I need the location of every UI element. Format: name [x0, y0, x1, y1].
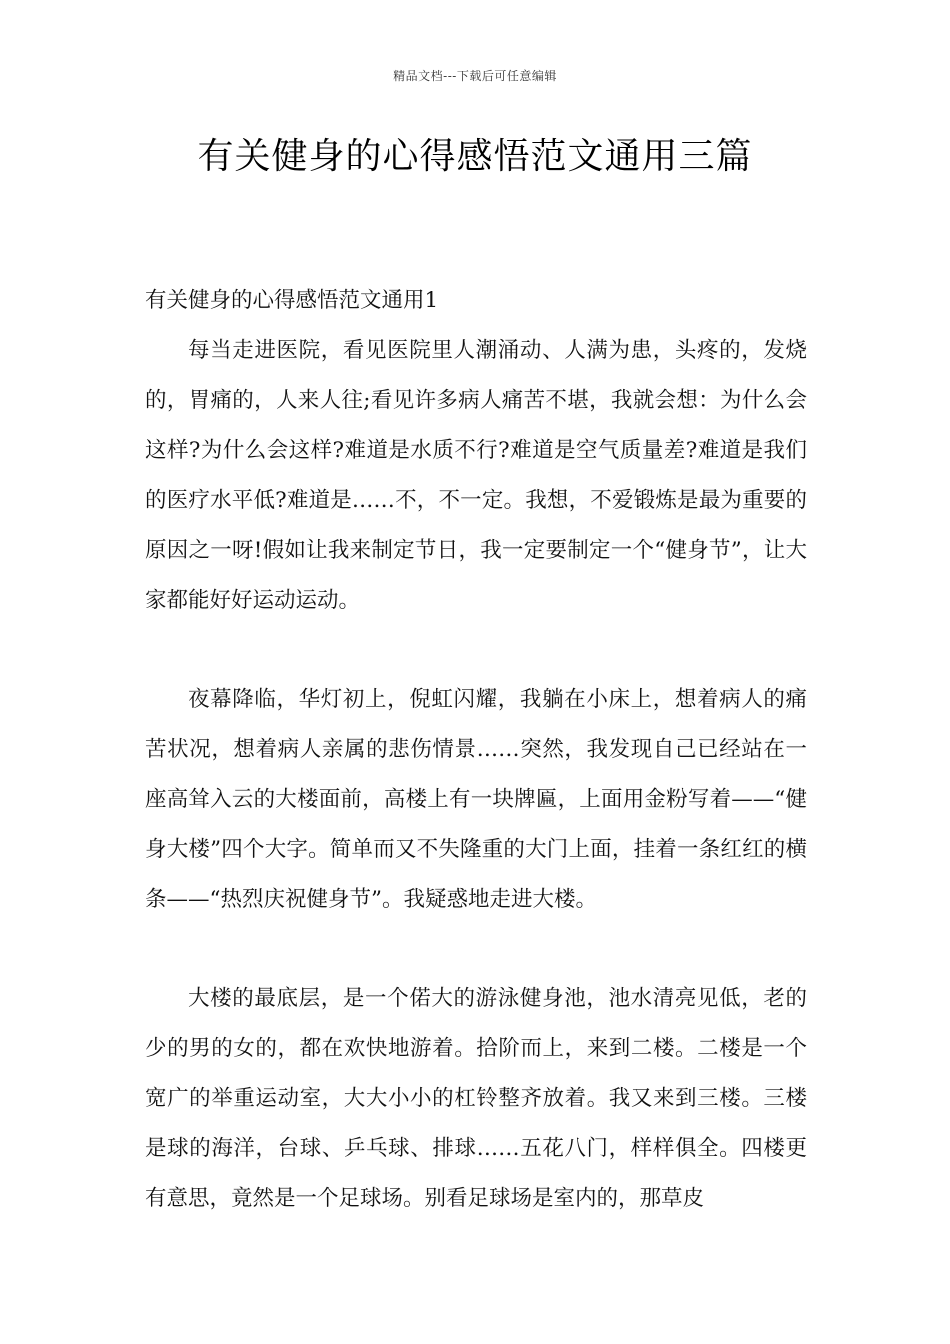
paragraph-text: 夜幕降临，华灯初上，倪虹闪耀，我躺在小床上，想着病人的痛苦状况，想着病人亲属的悲伤情景……突然，我发现自己已经站在一座高耸入云的大楼面前，高楼上有一块牌匾，上面用金粉写着——“健身大楼”四个大字。简单而又不失隆重的大门上面，挂着一条红红的横条——“热烈庆祝健身节”。我疑惑地走进大楼。 [145, 687, 807, 912]
paragraph-2 [145, 675, 807, 925]
page-title: 有关健身的心得感悟范文通用三篇 [197, 136, 753, 177]
header-note: 精品文档---下载后可任意编辑 [393, 69, 557, 83]
paragraph-text: 大楼的最底层，是一个偌大的游泳健身池，池水清亮见低，老的少的男的女的，都在欢快地游着。拾阶而上，来到二楼。二楼是一个宽广的举重运动室，大大小小的杠铃整齐放着。我又来到三楼。三楼是球的海洋，台球、乒乓球、排球……五花八门，样样俱全。四楼更有意思，竟然是一个足球场。别看足球场是室内的，那草皮 [145, 986, 807, 1211]
paragraph-3 [145, 974, 807, 1224]
paragraph-text: 每当走进医院，看见医院里人潮涌动、人满为患，头疼的，发烧的，胃痛的，人来人往;看见许多病人痛苦不堪，我就会想：为什么会这样?为什么会这样?难道是水质不行?难道是空气质量差?难道是我们的医疗水平低?难道是……不，不一定。我想，不爱锻炼是最为重要的原因之一呀!假如让我来制定节日，我一定要制定一个“健身节”，让大家都能好好运动运动。 [145, 338, 807, 613]
paragraph-1 [145, 326, 807, 626]
section-heading: 有关健身的心得感悟范文通用1 [145, 288, 439, 313]
